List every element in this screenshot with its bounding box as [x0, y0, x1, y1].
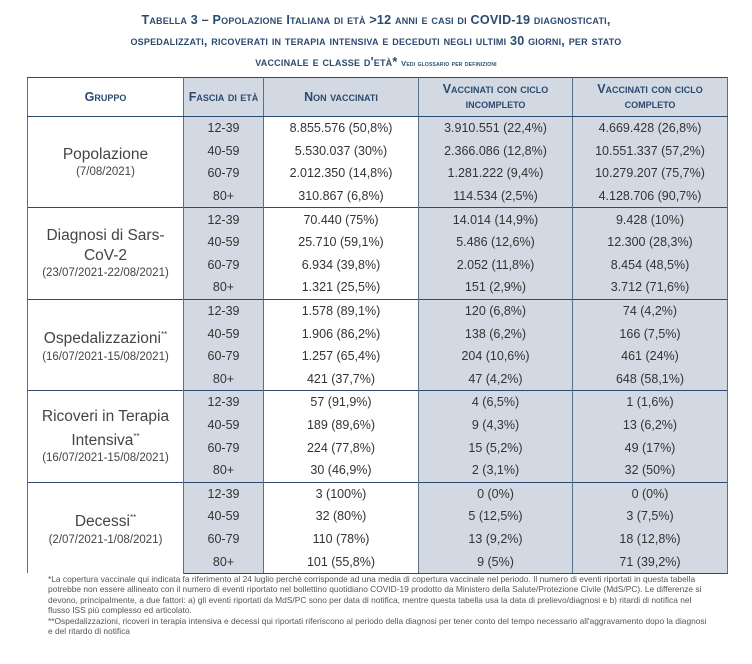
table-row	[28, 208, 728, 231]
non-vaccinati-cell: 6.934 (39,8%)	[264, 254, 419, 277]
header-ciclo-incompleto: Vaccinati con ciclo incompleto	[419, 78, 573, 117]
group-date: (16/07/2021-15/08/2021)	[42, 350, 169, 363]
ciclo-incompleto-cell: 14.014 (14,9%)	[419, 208, 573, 231]
group-name-text: Diagnosi di Sars-CoV-2	[46, 227, 165, 265]
table-title	[20, 10, 732, 74]
ciclo-incompleto-cell: 47 (4,2%)	[419, 368, 573, 391]
non-vaccinati-cell: 310.867 (6,8%)	[264, 185, 419, 208]
ciclo-incompleto-cell: 151 (2,9%)	[419, 276, 573, 299]
age-cell: 40-59	[184, 231, 264, 254]
footnote-2: **Ospedalizzazioni, ricoveri in terapia intensiva e decessi qui riportati riferiscono al periodo della diagnosi per tener conto del tempo necessario all'aggravamento dopo la diagnosi e del ritardo di notifica	[48, 615, 707, 637]
ciclo-incompleto-cell: 4 (6,5%)	[419, 391, 573, 414]
non-vaccinati-cell: 25.710 (59,1%)	[264, 231, 419, 254]
non-vaccinati-cell: 1.578 (89,1%)	[264, 299, 419, 322]
age-cell: 12-39	[184, 208, 264, 231]
group-name	[34, 407, 177, 451]
non-vaccinati-cell: 32 (80%)	[264, 505, 419, 528]
header-fascia-eta: Fascia di età	[184, 78, 264, 117]
ciclo-completo-cell: 648 (58,1%)	[573, 368, 728, 391]
ciclo-completo-cell: 49 (17%)	[573, 436, 728, 459]
ciclo-completo-cell: 10.279.207 (75,7%)	[573, 162, 728, 185]
non-vaccinati-cell: 3 (100%)	[264, 482, 419, 505]
vaccination-status-table	[27, 77, 728, 574]
group-date: (16/07/2021-15/08/2021)	[42, 451, 169, 464]
age-cell: 12-39	[184, 482, 264, 505]
title-line-3-text: vaccinale e classe d'età*	[255, 55, 398, 69]
non-vaccinati-cell: 57 (91,9%)	[264, 391, 419, 414]
group-name-text: Ricoveri in Terapia Intensiva	[41, 407, 170, 449]
age-cell: 40-59	[184, 322, 264, 345]
age-cell: 80+	[184, 550, 264, 573]
ciclo-completo-cell: 32 (50%)	[573, 459, 728, 482]
group-name	[34, 325, 177, 349]
ciclo-incompleto-cell: 2.366.086 (12,8%)	[419, 140, 573, 163]
ciclo-completo-cell: 166 (7,5%)	[573, 322, 728, 345]
ciclo-incompleto-cell: 13 (9,2%)	[419, 528, 573, 551]
table-row	[28, 117, 728, 140]
age-cell: 40-59	[184, 140, 264, 163]
non-vaccinati-cell: 1.321 (25,5%)	[264, 276, 419, 299]
ciclo-incompleto-cell: 5 (12,5%)	[419, 505, 573, 528]
group-name	[34, 145, 177, 165]
ciclo-completo-cell: 0 (0%)	[573, 482, 728, 505]
ciclo-incompleto-cell: 15 (5,2%)	[419, 436, 573, 459]
footnotes	[48, 574, 710, 636]
group-name	[34, 226, 177, 266]
ciclo-incompleto-cell: 5.486 (12,6%)	[419, 231, 573, 254]
table-row	[28, 299, 728, 322]
header-row	[28, 78, 728, 117]
non-vaccinati-cell: 2.012.350 (14,8%)	[264, 162, 419, 185]
ciclo-completo-cell: 3.712 (71,6%)	[573, 276, 728, 299]
ciclo-completo-cell: 12.300 (28,3%)	[573, 231, 728, 254]
group-name-footnote-mark: **	[133, 431, 140, 441]
ciclo-incompleto-cell: 1.281.222 (9,4%)	[419, 162, 573, 185]
ciclo-completo-cell: 71 (39,2%)	[573, 550, 728, 573]
non-vaccinati-cell: 1.257 (65,4%)	[264, 345, 419, 368]
age-cell: 40-59	[184, 414, 264, 437]
header-non-vaccinati: Non vaccinati	[264, 78, 419, 117]
non-vaccinati-cell: 421 (37,7%)	[264, 368, 419, 391]
age-cell: 12-39	[184, 117, 264, 140]
ciclo-completo-cell: 9.428 (10%)	[573, 208, 728, 231]
table-body	[28, 117, 728, 574]
age-cell: 60-79	[184, 436, 264, 459]
non-vaccinati-cell: 101 (55,8%)	[264, 550, 419, 573]
non-vaccinati-cell: 189 (89,6%)	[264, 414, 419, 437]
ciclo-completo-cell: 13 (6,2%)	[573, 414, 728, 437]
group-cell	[28, 117, 184, 208]
ciclo-completo-cell: 1 (1,6%)	[573, 391, 728, 414]
age-cell: 40-59	[184, 505, 264, 528]
age-cell: 12-39	[184, 391, 264, 414]
group-cell	[28, 208, 184, 299]
group-cell	[28, 391, 184, 482]
age-cell: 60-79	[184, 345, 264, 368]
non-vaccinati-cell: 8.855.576 (50,8%)	[264, 117, 419, 140]
age-cell: 60-79	[184, 162, 264, 185]
ciclo-incompleto-cell: 204 (10,6%)	[419, 345, 573, 368]
header-ciclo-completo: Vaccinati con ciclo completo	[573, 78, 728, 117]
title-line-2: ospedalizzati, ricoverati in terapia intensiva e deceduti negli ultimi 30 giorni, per stato	[130, 34, 622, 48]
age-cell: 80+	[184, 276, 264, 299]
group-date: (2/07/2021-1/08/2021)	[48, 533, 163, 546]
ciclo-incompleto-cell: 9 (4,3%)	[419, 414, 573, 437]
group-name-footnote-mark: **	[129, 513, 137, 523]
table-row	[28, 482, 728, 505]
ciclo-completo-cell: 4.669.428 (26,8%)	[573, 117, 728, 140]
non-vaccinati-cell: 1.906 (86,2%)	[264, 322, 419, 345]
ciclo-incompleto-cell: 120 (6,8%)	[419, 299, 573, 322]
ciclo-incompleto-cell: 3.910.551 (22,4%)	[419, 117, 573, 140]
ciclo-completo-cell: 3 (7,5%)	[573, 505, 728, 528]
ciclo-incompleto-cell: 2.052 (11,8%)	[419, 254, 573, 277]
title-line-1: Tabella 3 – Popolazione Italiana di età >12 anni e casi di COVID-19 diagnosticati,	[141, 13, 611, 27]
age-cell: 80+	[184, 368, 264, 391]
ciclo-completo-cell: 8.454 (48,5%)	[573, 254, 728, 277]
group-cell	[28, 482, 184, 573]
group-name-text: Decessi	[74, 513, 130, 531]
age-cell: 60-79	[184, 254, 264, 277]
title-line-3	[20, 52, 732, 74]
group-name-text: Ospedalizzazioni	[43, 330, 161, 348]
ciclo-incompleto-cell: 2 (3,1%)	[419, 459, 573, 482]
group-name	[34, 508, 177, 532]
ciclo-completo-cell: 461 (24%)	[573, 345, 728, 368]
table-row	[28, 391, 728, 414]
ciclo-incompleto-cell: 9 (5%)	[419, 550, 573, 573]
glossary-note: Vedi glossario per definizioni	[401, 59, 497, 68]
header-gruppo: Gruppo	[28, 78, 184, 117]
ciclo-incompleto-cell: 0 (0%)	[419, 482, 573, 505]
ciclo-incompleto-cell: 114.534 (2,5%)	[419, 185, 573, 208]
ciclo-completo-cell: 4.128.706 (90,7%)	[573, 185, 728, 208]
age-cell: 80+	[184, 185, 264, 208]
group-cell	[28, 299, 184, 390]
ciclo-completo-cell: 74 (4,2%)	[573, 299, 728, 322]
group-date: (23/07/2021-22/08/2021)	[42, 267, 169, 280]
non-vaccinati-cell: 5.530.037 (30%)	[264, 140, 419, 163]
footnote-1: *La copertura vaccinale qui indicata fa riferimento al 24 luglio perché corrisponde ad una media di copertura vaccinale nel periodo. Il numero di eventi riportati in questa tabella potrebbe non essere allineato con il numero di eventi riportato nel bollettino quotidiano COVID-19 prodotto da Ministero della Salute/Protezione Civile (MdS/PC). Le differenze si devono, principalmente, a due fattori: a) gli eventi riportati da MdS/PC sono per data di notifica, mentre questa tabella usa la data di prelievo/diagnosi e b) ritardi di notifica nel flusso ISS più complesso ed articolato.	[48, 574, 702, 616]
group-name-footnote-mark: **	[160, 330, 168, 340]
age-cell: 60-79	[184, 528, 264, 551]
age-cell: 12-39	[184, 299, 264, 322]
ciclo-completo-cell: 10.551.337 (57,2%)	[573, 140, 728, 163]
non-vaccinati-cell: 70.440 (75%)	[264, 208, 419, 231]
non-vaccinati-cell: 224 (77,8%)	[264, 436, 419, 459]
ciclo-completo-cell: 18 (12,8%)	[573, 528, 728, 551]
non-vaccinati-cell: 110 (78%)	[264, 528, 419, 551]
group-name-text: Popolazione	[62, 145, 149, 163]
group-date: (7/08/2021)	[76, 165, 135, 178]
ciclo-incompleto-cell: 138 (6,2%)	[419, 322, 573, 345]
age-cell: 80+	[184, 459, 264, 482]
non-vaccinati-cell: 30 (46,9%)	[264, 459, 419, 482]
